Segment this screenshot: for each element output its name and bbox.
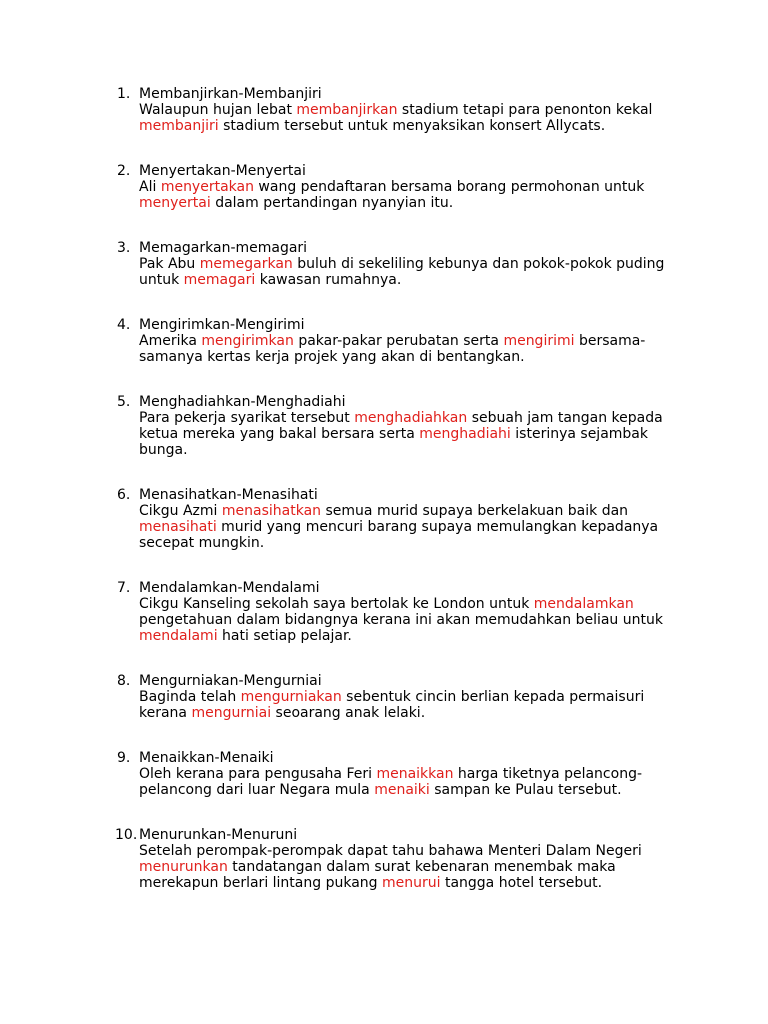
highlighted-word: menurui [382, 875, 441, 891]
highlighted-word: membanjiri [139, 118, 219, 134]
item-number: 7. [117, 580, 131, 596]
item-sentence [139, 596, 679, 644]
highlighted-word: menasihati [139, 519, 217, 535]
item-title: Menghadiahkan-Menghadiahi [139, 394, 346, 410]
list-item [0, 394, 768, 458]
item-number: 10. [115, 827, 138, 843]
list-item [0, 317, 768, 365]
item-title: Mendalamkan-Mendalami [139, 580, 320, 596]
item-title: Mengurniakan-Mengurniai [139, 673, 322, 689]
highlighted-word: menyertakan [160, 179, 254, 195]
item-sentence [139, 102, 679, 134]
list-item [0, 163, 768, 211]
sentence-text: hati setiap pelajar. [217, 628, 352, 644]
item-title: Membanjirkan-Membanjiri [139, 86, 322, 102]
sentence-text: tangga hotel tersebut. [440, 875, 603, 891]
item-number: 5. [117, 394, 131, 410]
word-pair-list [0, 86, 768, 920]
item-sentence [139, 503, 679, 551]
sentence-text: Setelah perompak-perompak dapat tahu bahawa Menteri Dalam Negeri [139, 843, 642, 859]
item-sentence [139, 689, 679, 721]
highlighted-word: mengurniai [191, 705, 272, 721]
item-title: Menyertakan-Menyertai [139, 163, 306, 179]
highlighted-word: memegarkan [199, 256, 293, 272]
sentence-text: wang pendaftaran bersama borang permohonan untuk [253, 179, 645, 195]
item-number: 3. [117, 240, 131, 256]
sentence-text: Walaupun hujan lebat [139, 102, 297, 118]
item-sentence [139, 766, 679, 798]
list-item [0, 487, 768, 551]
sentence-text: Baginda telah [139, 689, 241, 705]
item-title: Memagarkan-memagari [139, 240, 308, 256]
sentence-text: pengetahuan dalam bidangnya kerana ini akan memudahkan beliau untuk [139, 612, 663, 628]
sentence-text: kawasan rumahnya. [255, 272, 402, 288]
item-title: Menaikkan-Menaiki [139, 750, 274, 766]
list-item [0, 580, 768, 644]
sentence-text: sebuah jam tangan kepada ketua mereka yang bakal bersara serta [139, 410, 663, 442]
sentence-text: bersama-samanya kertas kerja projek yang akan di bentangkan. [139, 333, 646, 365]
item-number: 9. [117, 750, 131, 766]
sentence-text: harga tiketnya pelancong-pelancong dari luar Negara mula [139, 766, 643, 798]
highlighted-word: menaiki [374, 782, 430, 798]
highlighted-word: mendalamkan [533, 596, 634, 612]
sentence-text: isterinya sejambak bunga. [139, 426, 648, 458]
sentence-text: Pak Abu [139, 256, 200, 272]
sentence-text: seoarang anak lelaki. [271, 705, 426, 721]
item-title: Menasihatkan-Menasihati [139, 487, 318, 503]
sentence-text: Cikgu Azmi [139, 503, 222, 519]
list-item [0, 240, 768, 288]
item-number: 2. [117, 163, 131, 179]
sentence-text: tandatangan dalam surat kebenaran menembak maka merekapun berlari lintang pukang [139, 859, 616, 891]
sentence-text: semua murid supaya berkelakuan baik dan [321, 503, 629, 519]
highlighted-word: mengirimi [503, 333, 575, 349]
highlighted-word: menurunkan [139, 859, 228, 875]
highlighted-word: mengirimkan [201, 333, 294, 349]
highlighted-word: menghadiahkan [354, 410, 468, 426]
item-sentence [139, 333, 679, 365]
list-item [0, 86, 768, 134]
highlighted-word: menaikkan [376, 766, 454, 782]
item-number: 4. [117, 317, 131, 333]
sentence-text: buluh di sekeliling kebunya dan pokok-pokok puding untuk [139, 256, 665, 288]
item-number: 8. [117, 673, 131, 689]
highlighted-word: menyertai [139, 195, 211, 211]
item-title: Mengirimkan-Mengirimi [139, 317, 305, 333]
item-sentence [139, 179, 679, 211]
highlighted-word: membanjirkan [296, 102, 398, 118]
sentence-text: Amerika [139, 333, 202, 349]
sentence-text: sampan ke Pulau tersebut. [429, 782, 622, 798]
sentence-text: Para pekerja syarikat tersebut [139, 410, 355, 426]
sentence-text: Cikgu Kanseling sekolah saya bertolak ke London untuk [139, 596, 534, 612]
item-sentence [139, 410, 679, 458]
sentence-text: murid yang mencuri barang supaya memulangkan kepadanya secepat mungkin. [139, 519, 659, 551]
highlighted-word: mendalami [139, 628, 218, 644]
item-number: 1. [117, 86, 131, 102]
item-title: Menurunkan-Menuruni [139, 827, 298, 843]
sentence-text: Ali [139, 179, 161, 195]
highlighted-word: menghadiahi [419, 426, 511, 442]
sentence-text: stadium tersebut untuk menyaksikan konsert Allycats. [218, 118, 606, 134]
highlighted-word: menasihatkan [221, 503, 322, 519]
item-sentence [139, 256, 679, 288]
sentence-text: Oleh kerana para pengusaha Feri [139, 766, 377, 782]
item-sentence [139, 843, 679, 891]
list-item [0, 673, 768, 721]
highlighted-word: memagari [183, 272, 256, 288]
highlighted-word: mengurniakan [240, 689, 342, 705]
sentence-text: sebentuk cincin berlian kepada permaisuri kerana [139, 689, 645, 721]
sentence-text: dalam pertandingan nyanyian itu. [210, 195, 454, 211]
sentence-text: pakar-pakar perubatan serta [293, 333, 504, 349]
list-item [0, 827, 768, 891]
sentence-text: stadium tetapi para penonton kekal [397, 102, 653, 118]
list-item [0, 750, 768, 798]
item-number: 6. [117, 487, 131, 503]
